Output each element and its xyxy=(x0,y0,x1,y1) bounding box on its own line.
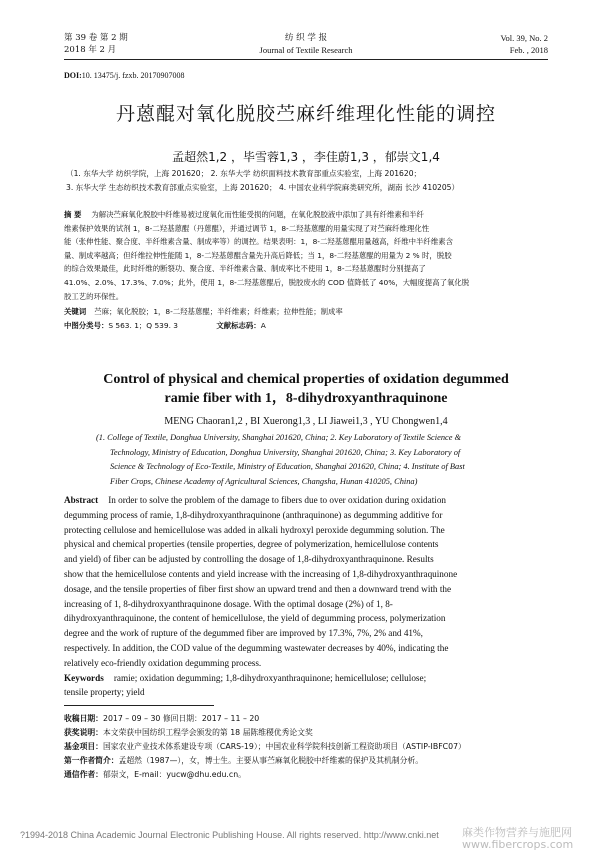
keywords-en-line: ramie; oxidation degumming; 1,8-dihydroxyanthraquinone; hemicellulose; cellulose; xyxy=(113,672,427,683)
doi-value: 10. 13475/j. fzxb. 20170907008 xyxy=(81,71,185,80)
abstract-en-line: degumming process of ramie, 1,8-dihydroxyanthraquinone (anthraquinone) as degumming additive for xyxy=(64,509,443,520)
class-no-value: S 563. 1；Q 539. 3 xyxy=(108,320,178,330)
affiliation-cn-line: （1. 东华大学 纺织学院，上海 201620； 2. 东华大学 纺织面料技术教育部重点实验室，上海 201620； xyxy=(66,169,422,178)
affiliation-en-line: Fiber Crops, Chinese Academy of Agricultural Sciences, Changsha, Hunan 410205, China) xyxy=(110,476,418,486)
header-rule xyxy=(64,59,548,60)
abstract-cn-line: 量、制成率越高；但纤维拉伸性能随 1，8-二羟基蒽醌含量先升高后降低；当 1，8-二羟基蒽醌的用量为 2 % 时，脱胶 xyxy=(64,250,452,260)
authors-en: MENG Chaoran1,2 , BI Xuerong1,3 , LI Jiawei1,3 , YU Chongwen1,4 xyxy=(164,416,448,427)
abstract-en-line: relatively eco-friendly oxidation degumming process. xyxy=(64,657,262,668)
watermark: 麻类作物营养与施肥网 www.fibercrops.com xyxy=(462,826,574,851)
footnote-received: 收稿日期：2017 – 09 – 30 修回日期：2017 – 11 – 20 xyxy=(64,714,260,723)
doc-code-label: 文献标志码： xyxy=(216,320,261,330)
abstract-en-label: Abstract xyxy=(64,495,99,505)
abstract-cn xyxy=(64,208,550,332)
doi xyxy=(64,71,184,80)
title-en-line: ramie fiber with 1，8-dihydroxyanthraquinone xyxy=(164,391,448,406)
abstract-cn-line: 的综合效果最佳，此时纤维的断裂功、聚合度、半纤维素含量、制成率比不使用 1，8-二羟基蒽醌时分别提高了 xyxy=(64,264,426,274)
affiliation-en-line: Technology, Ministry of Education, Donghua University, Shanghai 201620, China; 3. Key Laboratory of xyxy=(110,447,461,457)
title-cn: 丹蒽醌对氧化脱胶苎麻纤维理化性能的调控 xyxy=(115,103,496,125)
abstract-en-line: show that the hemicellulose contents and yield increase with the increasing of 1,8-dihydroxyanthraquinone xyxy=(64,568,458,579)
title-en-line: Control of physical and chemical properties of oxidation degummed xyxy=(103,372,509,387)
copyright-line: ?1994-2018 China Academic Journal Electronic Publishing House. All rights reserved. http://www.cnki.net xyxy=(20,830,439,840)
abstract-en-line: increasing of 1, 8-dihydroxyanthraquinone dosage. With the optimal dosage (2%) of 1, 8- xyxy=(64,598,393,609)
abstract-cn-line: 维素保护效果的试剂 1，8-二羟基蒽醌（丹蒽醌），并通过调节 1，8-二羟基蒽醌的用量实现了对苎麻纤维理化性 xyxy=(64,223,430,233)
date-en: Feb. , 2018 xyxy=(509,45,548,55)
footnote-first-author: 第一作者简介：孟超然（1987—），女，博士生。主要从事苎麻氧化脱胶中纤维素的保护及其机制分析。 xyxy=(64,756,424,765)
footnote-funding: 基金项目：国家农业产业技术体系建设专项（CARS-19）；中国农业科学院科技创新工程资助项目（ASTIP-IBFC07） xyxy=(64,742,466,751)
journal-name-cn: 纺 织 学 报 xyxy=(284,33,328,43)
abstract-cn-label: 摘 要 xyxy=(64,210,82,219)
abstract-en-line: dihydroxyanthraquinone, the content of hemicellulose, the yield of degumming process, polymerization xyxy=(64,613,446,624)
abstract-en-line: respectively. In addition, the COD value of the degumming wastewater decreases by 40%, indicating the xyxy=(64,642,449,653)
abstract-cn-line: 为解决苎麻氧化脱胶中纤维易被过度氧化而性能受损的问题，在氧化脱胶液中添加了具有纤维素和半纤 xyxy=(91,210,424,219)
doi-label: DOI: xyxy=(64,71,82,80)
doc-code-value: A xyxy=(260,320,266,330)
abstract-en-line: protecting cellulose and hemicellulose was added in alkali hydroxyl peroxide degumming solution. The xyxy=(64,524,445,535)
footnote-rule xyxy=(64,705,214,706)
affiliations-cn xyxy=(66,168,546,194)
journal-name-en: Journal of Textile Research xyxy=(259,45,353,55)
footnote-corresponding: 通信作者：郁崇文，E-mail：yucw@dhu.edu.cn。 xyxy=(64,770,246,779)
abstract-en-line: degree and the work of rupture of the degummed fiber are improved by 17.3%, 7%, 2% and 41%, xyxy=(64,628,423,639)
abstract-en-line: dosage, and the tensile properties of fiber first show an upward trend and then a downward trend with the xyxy=(64,583,452,594)
footnotes xyxy=(64,712,550,782)
footnote-award: 获奖说明：本文荣获中国纺织工程学会颁发的第 18 届陈维稷优秀论文奖 xyxy=(64,728,313,737)
keywords-cn-label: 关键词 xyxy=(64,307,87,317)
affiliation-cn-line: 3. 东华大学 生态纺织技术教育部重点实验室，上海 201620； 4. 中国农业科学院麻类研究所，湖南 长沙 410205） xyxy=(66,183,460,192)
authors-cn: 孟超然1,2 ，毕雪蓉1,3 ，李佳蔚1,3 ，郁崇文1,4 xyxy=(172,150,440,164)
volume-issue-cn: 第 39 卷 第 2 期 xyxy=(64,33,128,43)
date-cn: 2018 年 2 月 xyxy=(64,45,117,55)
abstract-en-line: physical and chemical properties (tensile properties, degree of polymerization, hemicellulose contents xyxy=(64,539,439,550)
keywords-cn-value: 苎麻；氧化脱胶；1，8-二羟基蒽醌；半纤维素；纤维素；拉伸性能；制成率 xyxy=(94,307,343,317)
affiliations-en xyxy=(96,431,566,489)
affiliation-en-line: (1. College of Textile, Donghua University, Shanghai 201620, China; 2. Key Laboratory of Textile Science & xyxy=(96,433,462,442)
title-en xyxy=(0,370,612,408)
abstract-cn-line: 41.0%、2.0%、17.3%、7.0%；此外，使用 1，8-二羟基蒽醌后，脱胶废水的 COD 值降低了 40%，大幅度提高了氧化脱 xyxy=(64,277,470,287)
abstract-en xyxy=(64,493,550,700)
keywords-en-line: tensile property; yield xyxy=(64,687,145,698)
volume-issue-en: Vol. 39, No. 2 xyxy=(500,33,548,43)
abstract-en-line: In order to solve the problem of the damage to fibers due to over oxidation during oxidation xyxy=(108,495,447,505)
abstract-cn-line: 能（张伸性能、聚合度、半纤维素含量、制成率等）的调控。结果表明：1，8-二羟基蒽醌用量越高，纤维中半纤维素含 xyxy=(64,237,453,247)
abstract-en-line: and yield) of fiber can be adjusted by controlling the dosage of 1,8-dihydroxyanthraquinone. Results xyxy=(64,554,434,565)
affiliation-en-line: Science & Technology of Eco-Textile, Ministry of Education, Shanghai 201620, China; 4. Institute of Bast xyxy=(110,462,465,471)
abstract-cn-line: 胶工艺的环保性。 xyxy=(64,291,124,301)
keywords-en-label: Keywords xyxy=(64,672,104,683)
class-no-label: 中图分类号： xyxy=(64,320,109,330)
